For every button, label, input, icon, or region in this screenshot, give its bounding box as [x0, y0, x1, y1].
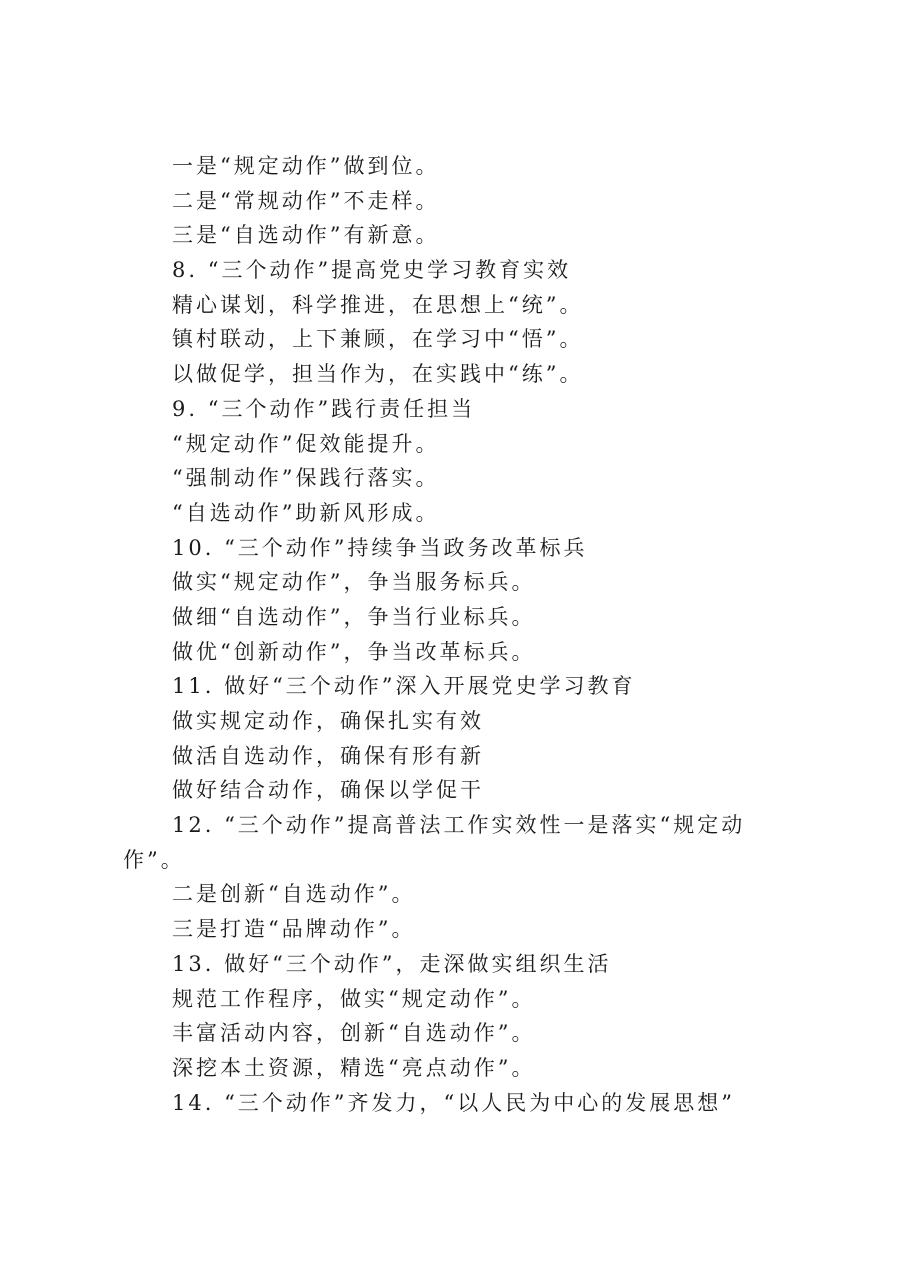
text-line: 丰富活动内容，创新“自选动作”。: [172, 1021, 536, 1046]
text-line: 做细“自选动作”，争当行业标兵。: [172, 604, 536, 629]
section-heading-8: 8. “三个动作”提高党史学习教育实效: [172, 258, 572, 283]
text-line: 三是打造“品牌动作”。: [172, 917, 416, 942]
text-line: “强制动作”保践行落实。: [172, 466, 440, 491]
section-heading-14: 14. “三个动作”齐发力，“以人民为中心的发展思想”: [172, 1090, 736, 1115]
document-body: [123, 149, 803, 1120]
section-heading-11: 11. 做好“三个动作”深入开展党史学习教育: [172, 674, 636, 699]
section-heading-9: 9. “三个动作”践行责任担当: [172, 396, 476, 421]
text-line: 做优“创新动作”，争当改革标兵。: [172, 639, 536, 664]
section-heading-12: 12. “三个动作”提高普法工作实效性一是落实“规定动作”。: [123, 813, 746, 872]
text-line: 二是创新“自选动作”。: [172, 882, 416, 907]
text-line: 深挖本土资源，精选“亮点动作”。: [172, 1055, 536, 1080]
text-line: 做活自选动作，确保有形有新: [172, 743, 484, 768]
text-line: 规范工作程序，做实“规定动作”。: [172, 986, 536, 1011]
text-line: 做好结合动作，确保以学促干: [172, 778, 484, 803]
text-line: 做实规定动作，确保扎实有效: [172, 709, 484, 733]
text-line: 做实“规定动作”，争当服务标兵。: [172, 570, 536, 595]
text-line: 精心谋划，科学推进，在思想上“统”。: [172, 292, 584, 317]
text-line: 一是“规定动作”做到位。: [172, 154, 440, 178]
text-line: “规定动作”促效能提升。: [172, 431, 440, 456]
text-line: 镇村联动，上下兼顾，在学习中“悟”。: [172, 327, 584, 352]
section-heading-10: 10. “三个动作”持续争当政务改革标兵: [172, 535, 588, 560]
text-line: 以做促学，担当作为，在实践中“练”。: [172, 362, 584, 387]
text-line: 三是“自选动作”有新意。: [172, 223, 440, 248]
text-line: “自选动作”助新风形成。: [172, 500, 440, 525]
section-heading-13: 13. 做好“三个动作”，走深做实组织生活: [172, 951, 612, 976]
text-line: 二是“常规动作”不走样。: [172, 188, 440, 213]
